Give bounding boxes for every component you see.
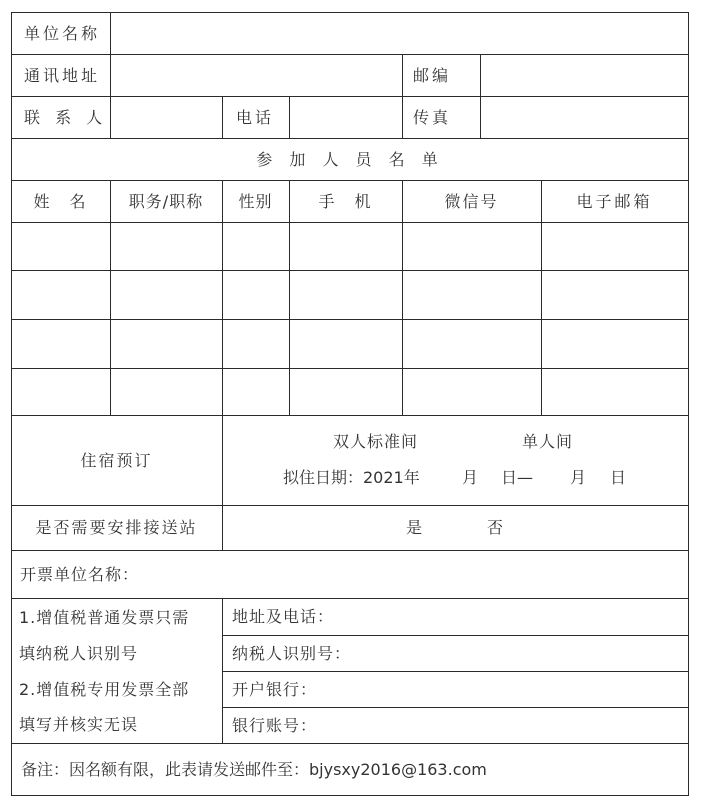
contact-field[interactable] — [111, 97, 222, 138]
pickup-no-option[interactable]: 否 — [487, 518, 504, 537]
invoice-unit-field[interactable] — [160, 551, 688, 598]
participant-gender-cell[interactable] — [223, 369, 289, 415]
address-label: 通讯地址 — [24, 65, 101, 85]
stay-date-month-end[interactable]: 月 — [570, 468, 587, 487]
participant-title-cell[interactable] — [111, 271, 222, 319]
col-divider — [222, 96, 223, 138]
invoice-note-line3: 2.增值税专用发票全部 — [19, 680, 190, 699]
unit-name-label: 单位名称 — [24, 23, 101, 43]
col-header-wechat: 微信号 — [444, 191, 499, 211]
invoice-bank-field[interactable]: 开户银行： — [232, 679, 318, 699]
address-field[interactable] — [111, 55, 402, 96]
col-divider — [222, 415, 223, 550]
col-header-gender: 性别 — [238, 191, 273, 211]
participant-email-cell[interactable] — [542, 223, 688, 270]
contact-label: 联 系 人 — [24, 107, 108, 127]
participant-title-cell[interactable] — [111, 369, 222, 415]
pickup-yes-option[interactable]: 是 — [406, 518, 423, 537]
participant-gender-cell[interactable] — [223, 271, 289, 319]
stay-date-day-end[interactable]: 日 — [610, 468, 627, 487]
border-right — [688, 12, 689, 796]
participant-name-cell[interactable] — [12, 320, 110, 368]
participant-gender-cell[interactable] — [223, 320, 289, 368]
postcode-field[interactable] — [481, 55, 688, 96]
stay-date-day-start[interactable]: 日— — [501, 468, 534, 487]
participant-name-cell[interactable] — [12, 369, 110, 415]
invoice-address-phone-field[interactable]: 地址及电话： — [232, 607, 335, 626]
participant-mobile-cell[interactable] — [290, 369, 402, 415]
participant-wechat-cell[interactable] — [403, 369, 541, 415]
remark-text: 备注：因名额有限，此表请发送邮件至：bjysxy2016@163.com — [21, 759, 487, 779]
postcode-label: 邮编 — [413, 65, 452, 85]
phone-field[interactable] — [290, 97, 402, 138]
invoice-unit-label: 开票单位名称： — [20, 564, 140, 584]
invoice-note-line1: 1.增值税普通发票只需 — [19, 608, 190, 627]
col-header-name: 姓 名 — [33, 191, 88, 211]
participant-email-cell[interactable] — [542, 320, 688, 368]
invoice-note-line2: 填纳税人识别号 — [19, 644, 139, 663]
participant-wechat-cell[interactable] — [403, 320, 541, 368]
fax-field[interactable] — [481, 97, 688, 138]
single-room-option[interactable]: 单人间 — [522, 432, 574, 451]
accommodation-label: 住宿预订 — [80, 450, 153, 470]
participant-title-cell[interactable] — [111, 223, 222, 270]
participants-title: 参 加 人 员 名 单 — [256, 149, 444, 169]
col-header-mobile: 手 机 — [318, 191, 373, 211]
participant-mobile-cell[interactable] — [290, 271, 402, 319]
participant-wechat-cell[interactable] — [403, 223, 541, 270]
participant-mobile-cell[interactable] — [290, 320, 402, 368]
double-room-option[interactable]: 双人标准间 — [333, 432, 419, 451]
phone-label: 电话 — [236, 107, 275, 127]
col-header-email: 电子邮箱 — [576, 191, 653, 211]
participant-title-cell[interactable] — [111, 320, 222, 368]
participant-email-cell[interactable] — [542, 369, 688, 415]
invoice-account-field[interactable]: 银行账号： — [232, 715, 318, 735]
col-divider — [402, 54, 403, 138]
invoice-taxpayer-id-field[interactable]: 纳税人识别号： — [232, 643, 352, 663]
fax-label: 传真 — [413, 107, 452, 127]
col-divider — [222, 598, 223, 743]
participant-name-cell[interactable] — [12, 223, 110, 270]
stay-date-month-start[interactable]: 月 — [462, 468, 479, 487]
participant-mobile-cell[interactable] — [290, 223, 402, 270]
stay-date-prefix: 拟住日期：2021年 — [283, 468, 420, 487]
invoice-note-line4: 填写并核实无误 — [19, 715, 139, 734]
unit-name-field[interactable] — [111, 13, 688, 54]
pickup-label: 是否需要安排接送站 — [35, 518, 198, 537]
participant-gender-cell[interactable] — [223, 223, 289, 270]
participant-wechat-cell[interactable] — [403, 271, 541, 319]
participant-name-cell[interactable] — [12, 271, 110, 319]
participant-email-cell[interactable] — [542, 271, 688, 319]
col-header-title: 职务/职称 — [128, 191, 204, 211]
